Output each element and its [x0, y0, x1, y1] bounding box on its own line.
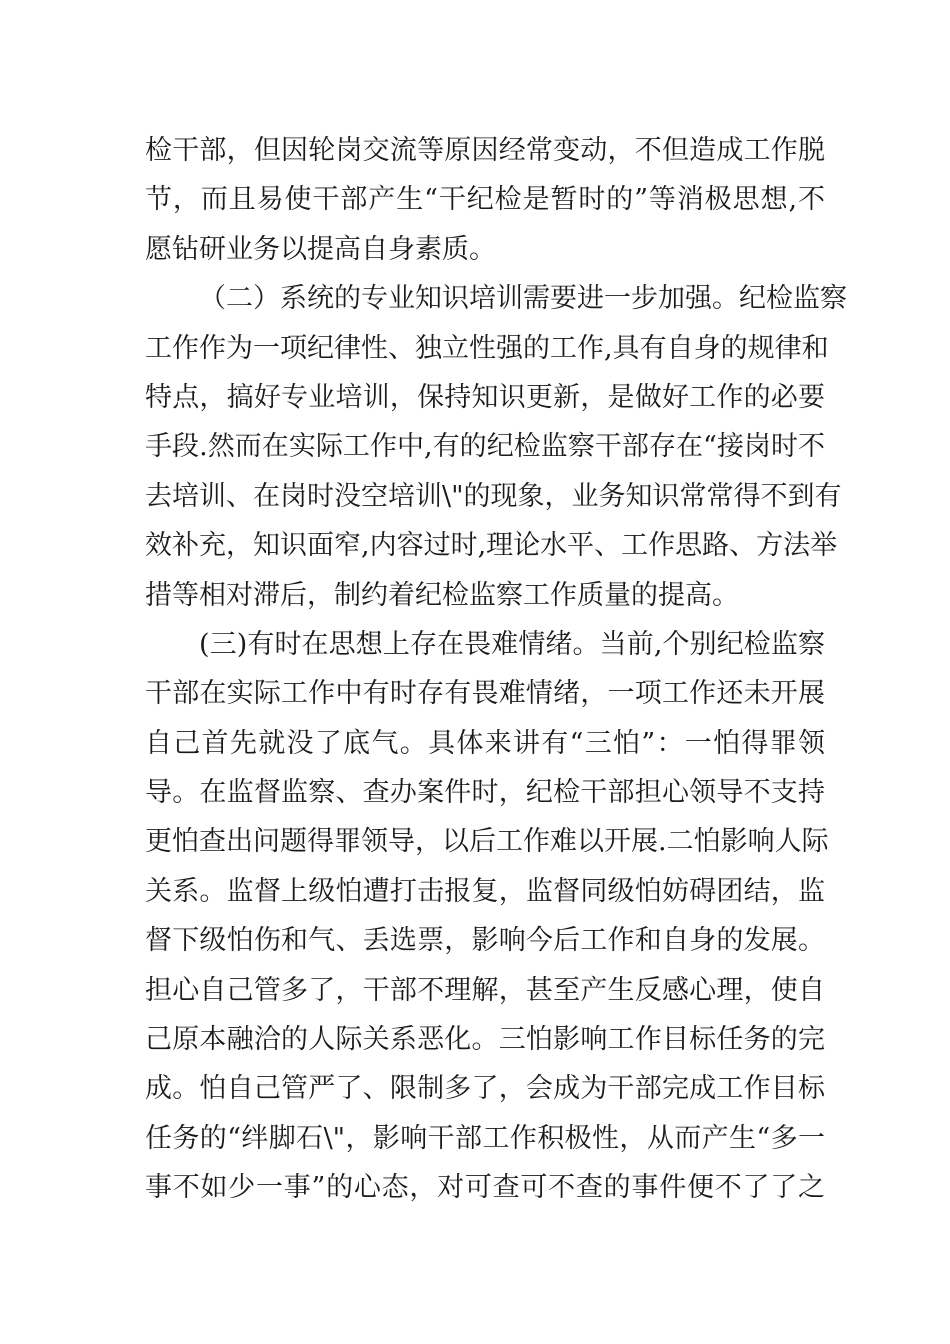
text-line: 担心自己管多了，干部不理解，甚至产生反感心理，使自 [145, 974, 825, 1006]
text-line: 特点，搞好专业培训，保持知识更新，是做好工作的必要 [145, 381, 825, 413]
text-line: 导。在监督监察、查办案件时，纪检干部担心领导不支持 [145, 777, 825, 809]
text-line: 事不如少一事”的心态，对可查可不查的事件便不了了之 [145, 1172, 825, 1204]
text-line: 自己首先就没了底气。具体来讲有“三怕”：一怕得罪领 [145, 727, 825, 759]
text-line: 措等相对滞后，制约着纪检监察工作质量的提高。 [145, 579, 739, 611]
text-line: 检干部，但因轮岗交流等原因经常变动，不但造成工作脱 [145, 135, 825, 166]
text-line: 更怕查出问题得罪领导，以后工作难以开展.二怕影响人际 [145, 826, 829, 858]
text-line: 效补充，知识面窄,内容过时,理论水平、工作思路、方法举 [145, 530, 838, 562]
paragraph-1 [145, 126, 825, 274]
text-line: 愿钻研业务以提高自身素质。 [145, 233, 496, 265]
text-line: 关系。监督上级怕遭打击报复，监督同级怕妨碍团结，监 [145, 875, 825, 907]
text-line: 己原本融洽的人际关系恶化。三怕影响工作目标任务的完 [145, 1024, 825, 1056]
text-line: 任务的“绊脚石\"，影响干部工作积极性，从而产生“多一 [145, 1122, 825, 1154]
text-line: 督下级怕伤和气、丢选票，影响今后工作和自身的发展。 [145, 925, 825, 957]
text-line: 去培训、在岗时没空培训\"的现象，业务知识常常得不到有 [145, 480, 842, 512]
text-line: 节，而且易使干部产生“干纪检是暂时的”等消极思想,不 [145, 184, 825, 216]
body-text [145, 126, 847, 1213]
text-line: 手段.然而在实际工作中,有的纪检监察干部存在“接岗时不 [145, 431, 825, 463]
text-line: 干部在实际工作中有时存有畏难情绪，一项工作还未开展 [145, 678, 825, 710]
text-line: 成。怕自己管严了、限制多了，会成为干部完成工作目标 [145, 1073, 825, 1105]
text-line: (三)有时在思想上存在畏难情绪。当前,个别纪检监察 [199, 628, 825, 660]
paragraph-2 [145, 274, 847, 620]
text-line: （二）系统的专业知识培训需要进一步加强。纪检监察 [199, 283, 847, 315]
text-line: 工作作为一项纪律性、独立性强的工作,具有自身的规律和 [145, 332, 829, 364]
paragraph-3 [145, 620, 829, 1213]
